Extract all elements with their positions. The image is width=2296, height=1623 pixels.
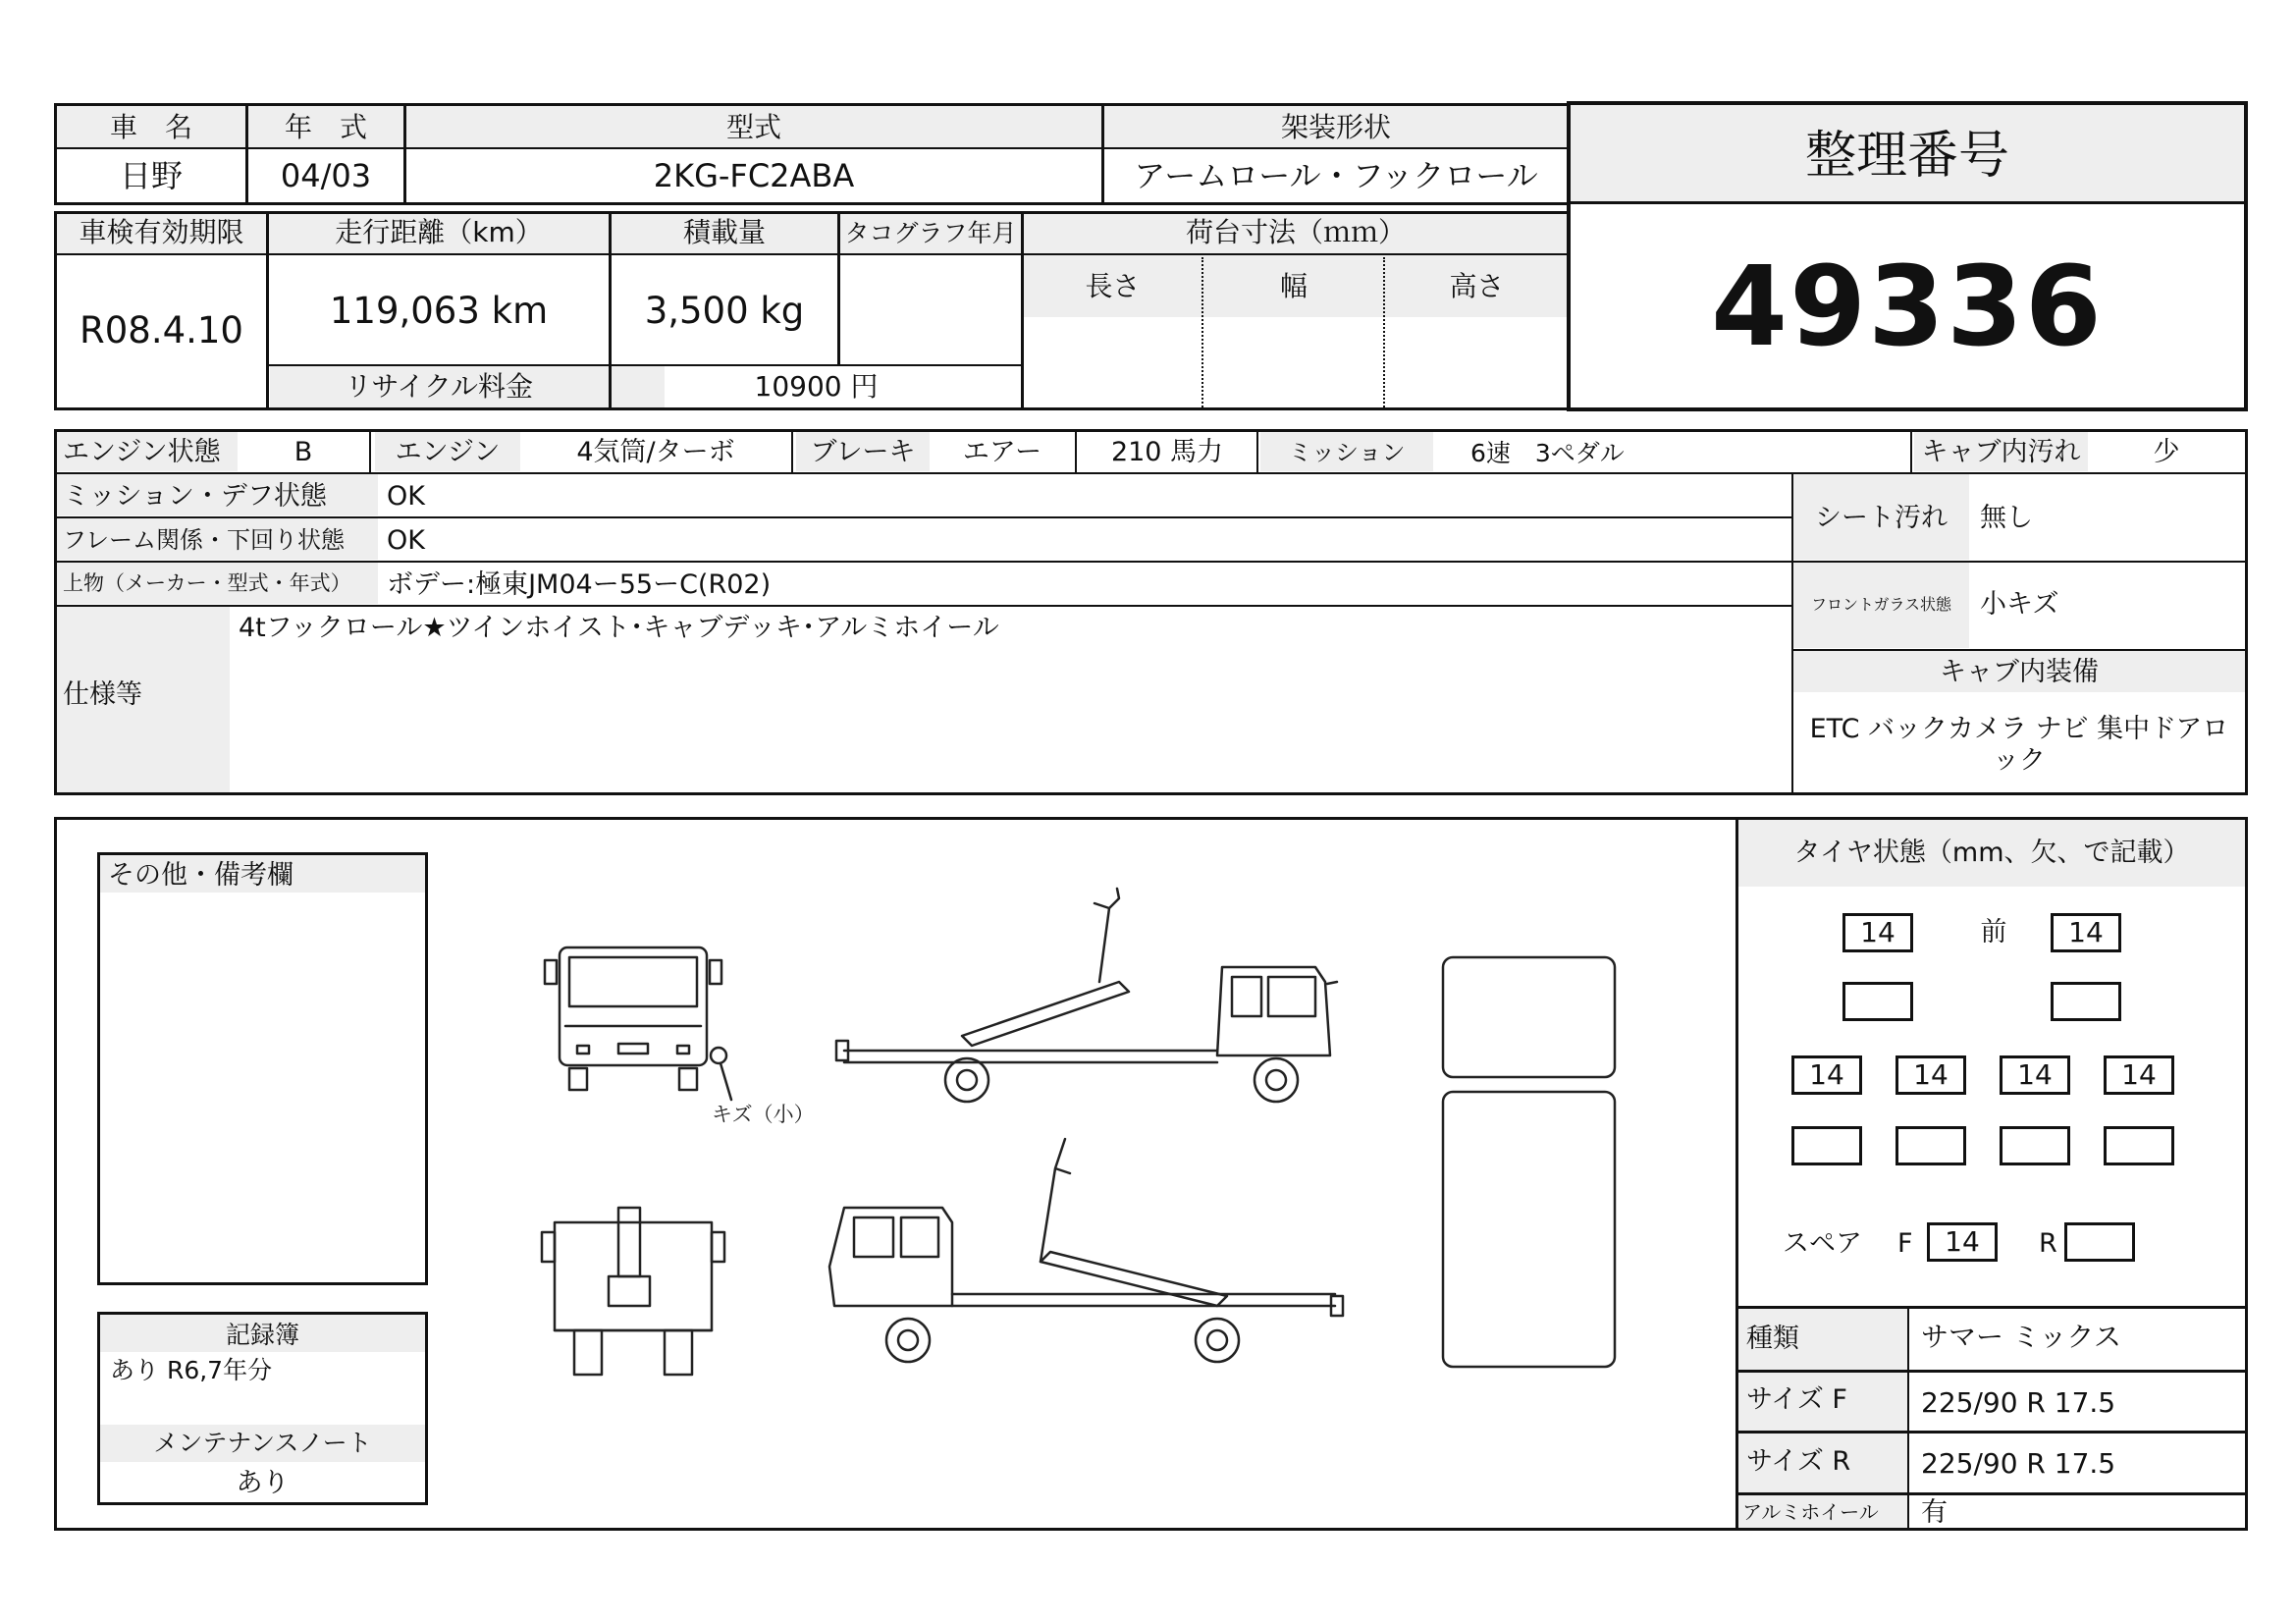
ref-number: 49336 [1711,243,2104,371]
truck-rear-view [542,1208,724,1375]
tire-rear-2-note [1896,1126,1966,1165]
seat-dirt-label: シート汚れ [1815,503,1948,533]
cab-dirt-label: キャブ内汚れ [1921,437,2081,467]
body-maker-label: 上物（メーカー・型式・年式） [63,571,351,595]
mission-diff-value: OK [387,481,425,512]
model-value: 2KG-FC2ABA [653,157,855,194]
spare-r-value [2064,1222,2135,1262]
tire-front-right-note [2051,982,2121,1021]
truck-top-cab [1443,957,1615,1077]
year-label: 年 式 [284,111,367,143]
mileage-value: 119,063 km [329,290,549,332]
record-box [97,1312,428,1505]
recycle-value: 10900 円 [754,370,879,403]
engine-value: 4気筒/ターボ [576,437,735,467]
body-type-label: 架装形状 [1280,111,1391,143]
engine-label: エンジン [395,437,501,467]
tire-size-f-label: サイズ F [1746,1384,1847,1415]
spare-f-value: 14 [1927,1222,1998,1262]
tire-front-left-note [1842,982,1913,1021]
cargo-dim-label: 荷台寸法（ｍｍ） [1185,216,1406,248]
recycle-label: リサイクル料金 [344,370,534,403]
load-label: 積載量 [682,216,766,248]
seat-dirt-value: 無し [1980,503,2033,533]
engine-state: B [294,437,313,467]
frame-value: OK [387,525,425,556]
record-value: あり R6,7年分 [110,1356,273,1384]
truck-diagram [530,884,1659,1394]
body-maker-value: ボデー:極東JM04ー55ーC(R02) [387,569,772,600]
spec-label: 仕様等 [63,679,142,710]
windshield-value: 小キズ [1980,589,2059,620]
height-label: 高さ [1449,270,1505,302]
tire-size-r-label: サイズ R [1746,1446,1851,1477]
spare-label: スペア [1783,1228,1862,1259]
remarks-box [97,852,428,1285]
cab-equip-label: キャブ内装備 [1940,657,2099,687]
maintenance-label: メンテナンスノート [153,1429,372,1457]
spare-r-label: R [2039,1228,2057,1259]
maintenance-value: あり [236,1468,290,1498]
spec-value: 4tフックロール★ツインホイスト･キャブデッキ･アルミホイール [239,613,999,643]
mileage-label: 走行距離（km） [335,216,543,248]
tire-rear-4: 14 [2104,1055,2174,1095]
tire-rear-1: 14 [1791,1055,1862,1095]
cab-equip-value: ETC バックカメラ ナビ 集中ドアロック [1809,714,2229,776]
tire-title: タイヤ状態（mm、欠、で記載） [1793,838,2190,868]
tire-type-label: 種類 [1746,1324,1799,1354]
engine-state-label: エンジン状態 [63,437,221,467]
body-type-value: アームロール・フックロール [1134,157,1538,194]
truck-top-bed [1443,1092,1615,1367]
load-value: 3,500 kg [644,290,805,332]
car-name-label: 車 名 [109,111,192,143]
truck-side-view-right [829,1139,1343,1362]
inspection-value: R08.4.10 [80,309,243,352]
alloy-label: アルミホイール [1742,1500,1879,1524]
ref-number-box [1567,101,2248,411]
tire-front-left: 14 [1842,913,1913,952]
tire-size-f-value: 225/90 R 17.5 [1921,1386,2116,1419]
brake-label: ブレーキ [810,437,916,467]
inspection-label: 車検有効期限 [79,216,244,248]
tire-type-value: サマー ミックス [1921,1321,2122,1353]
truck-front-view [545,947,731,1100]
tire-size-r-value: 225/90 R 17.5 [1921,1447,2116,1480]
horsepower: 210 馬力 [1110,437,1224,467]
tacho-label: タコグラフ年月 [844,219,1017,247]
width-label: 幅 [1279,270,1308,302]
damage-note: キズ（小） [712,1103,815,1126]
tire-front-right: 14 [2051,913,2121,952]
remarks-label: その他・備考欄 [108,860,294,891]
mission-label: ミッション [1288,439,1406,466]
tire-rear-4-note [2104,1126,2174,1165]
mission-diff-label: ミッション・デフ状態 [63,481,327,512]
tire-panel [1735,820,2245,1528]
brake-value: エアー [962,437,1042,467]
tire-rear-3: 14 [2000,1055,2070,1095]
frame-label: フレーム関係・下回り状態 [63,526,346,554]
spare-f-label: F [1897,1228,1913,1259]
windshield-label: フロントガラス状態 [1810,595,1952,614]
tire-rear-2: 14 [1896,1055,1966,1095]
ref-number-label: 整理番号 [1804,127,2009,186]
tire-rear-3-note [2000,1126,2070,1165]
tire-rear-1-note [1791,1126,1862,1165]
truck-side-view-left [836,889,1337,1102]
alloy-value: 有 [1921,1497,1948,1528]
front-label: 前 [1980,917,2007,947]
mission-value: 6速 3ペダル [1470,439,1625,467]
car-name: 日野 [119,157,183,194]
model-label: 型式 [725,111,781,143]
length-label: 長さ [1085,270,1141,302]
year-value: 04/03 [280,157,372,194]
cab-dirt-value: 少 [2153,437,2180,467]
record-label: 記録簿 [225,1321,299,1349]
